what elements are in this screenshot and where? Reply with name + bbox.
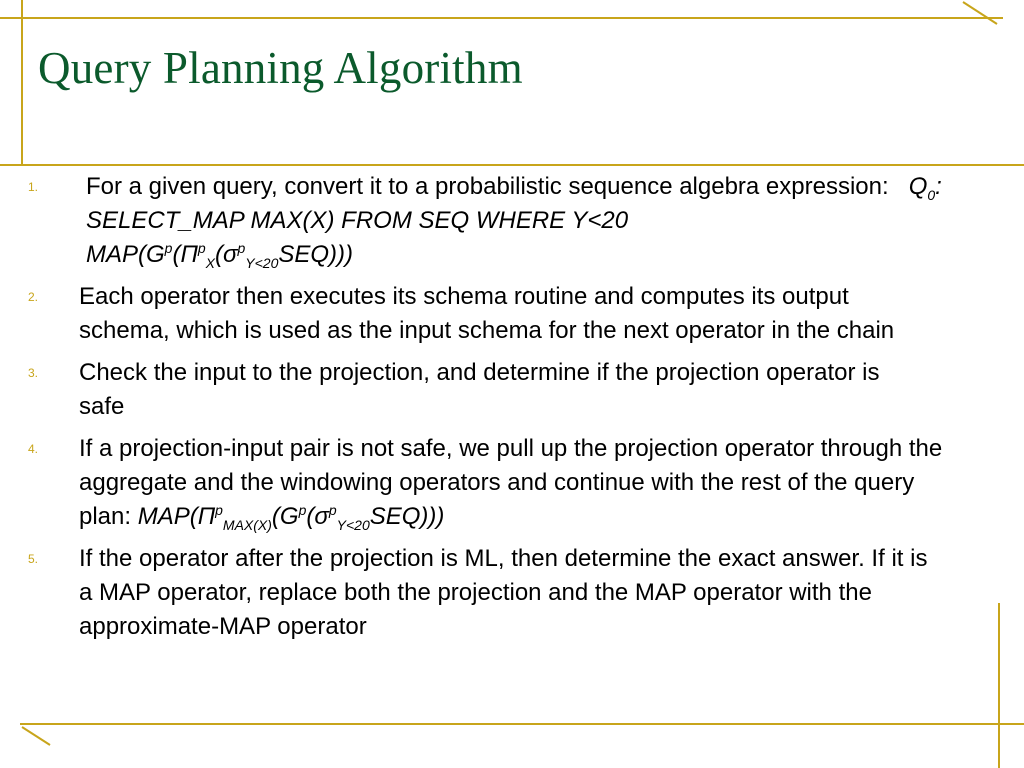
list-number: 4. — [28, 442, 39, 456]
list-item-text: Check the input to the projection, and determine if the projection operator is safe — [79, 359, 880, 420]
list-item-text: Each operator then executes its schema routine and computes its output schema, which is used as the input schema for the next operator in the chain — [79, 283, 895, 344]
list-number: 1. — [28, 180, 39, 194]
algebra-expression: $MAP(G^p(\Pi^p_X(\sigma^p_{Y<20}SEQ)))$ — [86, 240, 354, 271]
list-item-text: If the operator after the projection is ML, then determine the exact answer. If it is a MAP operator, replace both the projection and the MAP operator with the approximate-MAP operator — [79, 545, 928, 640]
list-item — [0, 170, 1000, 272]
item-text: For a given query, convert it to a probabilistic sequence algebra expression: — [86, 173, 889, 200]
list-number: 5. — [28, 552, 39, 566]
list-item — [0, 542, 1000, 644]
algebra-expression: $MAP(\Pi^p_{MAX(X)}(G^p(\sigma^p_{Y<20}SEQ)))$ — [137, 502, 445, 533]
list-item — [0, 432, 1000, 534]
numbered-list — [0, 170, 1000, 652]
list-item-text — [86, 170, 960, 272]
list-number: 3. — [28, 366, 39, 380]
slide-title: Query Planning Algorithm — [38, 43, 523, 93]
query-expression: $Q_0$: SELECT_MAP MAX(X) FROM SEQ WHERE Y<20 — [86, 173, 942, 234]
list-item — [0, 280, 1000, 348]
bottom-left-diagonal — [22, 727, 50, 745]
list-item — [0, 356, 1000, 424]
item-text: If a projection-input pair is not safe, we pull up the projection operator through the aggregate and the windowing operators and continue with the rest of the query plan: — [79, 435, 943, 530]
top-right-diagonal — [963, 2, 997, 24]
list-number: 2. — [28, 290, 39, 304]
list-item-text — [79, 432, 970, 534]
